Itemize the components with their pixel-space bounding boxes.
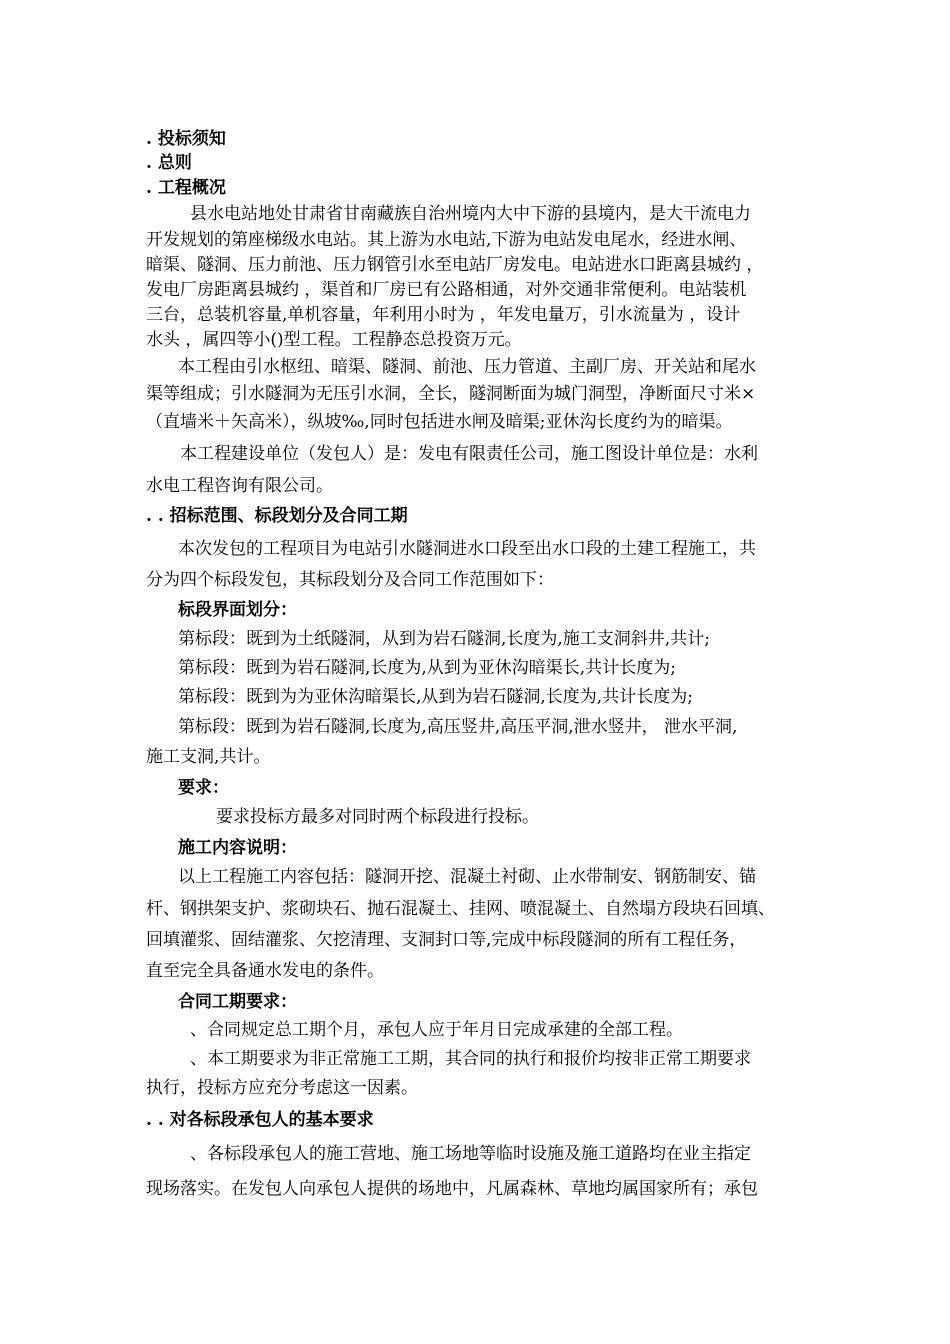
- paragraph-line: 本工程由引水枢纽、暗渠、隧洞、前池、压力管道、主副厂房、开关站和尾水: [178, 357, 756, 377]
- paragraph-line: 执行，投标方应充分考虑这一因素。: [146, 1078, 418, 1098]
- section-item: 施工支洞,共计。: [146, 747, 271, 767]
- paragraph-line: 水头 ，属四等小()型工程。工程静态总投资万元。: [146, 330, 522, 350]
- paragraph-line: 、合同规定总工期个月，承包人应于年月日完成承建的全部工程。: [190, 1020, 683, 1040]
- paragraph-line: 水电工程咨询有限公司。: [146, 476, 333, 496]
- paragraph-line: 发电厂房距离县城约 ，渠首和厂房已有公路相通，对外交通非常便利。电站装机: [146, 280, 747, 300]
- heading-requirements: 要求：: [178, 778, 229, 798]
- paragraph-line: 渠等组成；引水隧洞为无压引水洞，全长，隧洞断面为城门洞型，净断面尺寸米×: [146, 384, 756, 404]
- paragraph-line: 分为四个标段发包，其标段划分及合同工作范围如下：: [146, 570, 554, 590]
- paragraph-line: 回填灌浆、固结灌浆、欠挖清理、支洞封口等,完成中标段隧洞的所有工程任务，: [146, 930, 747, 950]
- heading-basic-requirements: . . 对各标段承包人的基本要求: [146, 1110, 374, 1130]
- paragraph-line: 要求投标方最多对同时两个标段进行投标。: [216, 807, 539, 827]
- paragraph-line: 三台，总装机容量,单机容量，年利用小时为 ，年发电量万，引水流量为 ，设计: [146, 305, 741, 325]
- paragraph-line: 、各标段承包人的施工营地、施工场地等临时设施及施工道路均在业主指定: [190, 1144, 751, 1164]
- paragraph-line: 以上工程施工内容包括：隧洞开挖、混凝土衬砌、止水带制安、钢筋制安、锚: [178, 867, 756, 887]
- paragraph-line: 杆、钢拱架支护、浆砌块石、抛石混凝土、挂网、喷混凝土、自然塌方段块石回填、: [146, 899, 775, 919]
- paragraph-line: 直至完全具备通水发电的条件。: [146, 961, 384, 981]
- heading-general: . 总则: [146, 153, 192, 173]
- heading-construction-content: 施工内容说明：: [178, 838, 297, 858]
- heading-scope: . . 招标范围、标段划分及合同工期: [146, 506, 408, 526]
- paragraph-line: （直墙米＋矢高米），纵坡‰,同时包括进水闸及暗渠;亚休沟长度约为的暗渠。: [146, 412, 733, 432]
- heading-contract-period: 合同工期要求：: [178, 992, 297, 1012]
- paragraph-line: 、本工期要求为非正常施工工期，其合同的执行和报价均按非正常工期要求: [190, 1049, 751, 1069]
- paragraph-line: 本次发包的工程项目为电站引水隧洞进水口段至出水口段的土建工程施工，共: [178, 539, 756, 559]
- section-item: 第标段：既到为土纸隧洞，从到为岩石隧洞,长度为,施工支洞斜井,共计;: [178, 629, 710, 649]
- section-item: 第标段：既到为岩石隧洞,长度为,从到为亚休沟暗渠长,共计长度为;: [178, 658, 676, 678]
- heading-project-overview: . 工程概况: [146, 178, 226, 198]
- paragraph-line: 暗渠、隧洞、压力前池、压力钢管引水至电站厂房发电。电站进水口距离县城约 ，: [146, 255, 764, 275]
- paragraph-line: 现场落实。在发包人向承包人提供的场地中，凡属森林、草地均属国家所有；承包: [146, 1179, 758, 1199]
- heading-bid-instructions: . 投标须知: [146, 129, 226, 149]
- paragraph-line: 县水电站地处甘肃省甘南藏族自治州境内大中下游的县境内，是大干流电力: [190, 204, 751, 224]
- paragraph-line: 开发规划的第座梯级水电站。其上游为水电站,下游为电站发电尾水，经进水闸、: [146, 230, 747, 250]
- section-item: 第标段：既到为为亚休沟暗渠长,从到为岩石隧洞,长度为,共计长度为;: [178, 687, 693, 707]
- paragraph-line: 本工程建设单位（发包人）是：发电有限责任公司，施工图设计单位是：水利: [180, 444, 758, 464]
- heading-section-division: 标段界面划分：: [178, 600, 297, 620]
- section-item: 第标段：既到为岩石隧洞,长度为,高压竖井,高压平洞,泄水竖井， 泄水平洞,: [178, 717, 738, 737]
